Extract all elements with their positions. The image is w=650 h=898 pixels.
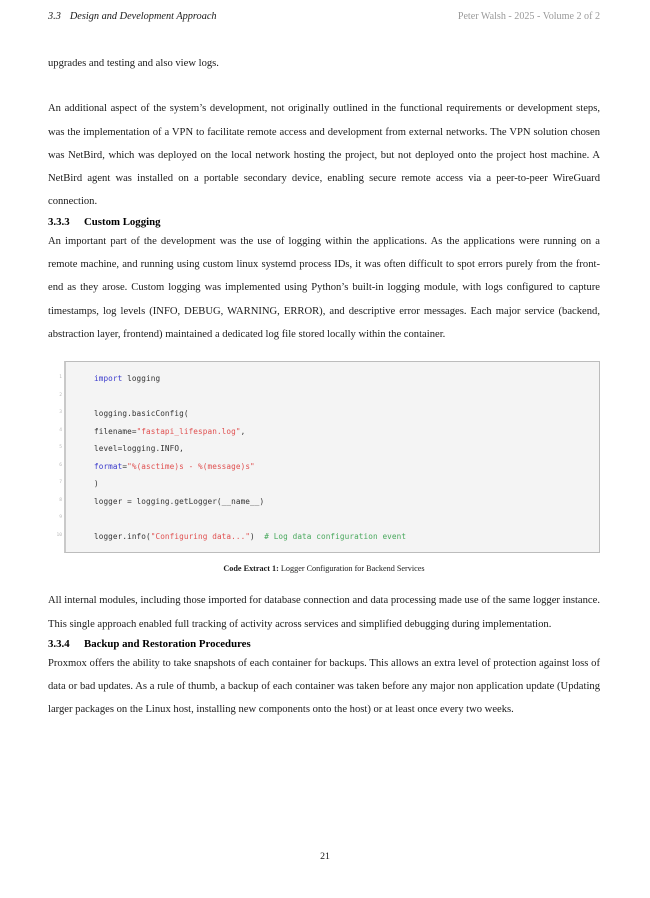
code-line-number: 10 <box>56 532 62 538</box>
code-line <box>66 423 599 441</box>
code-token: = <box>122 461 128 471</box>
code-block <box>64 361 600 553</box>
code-line <box>66 458 599 476</box>
code-line-number: 9 <box>59 515 62 521</box>
header-author-volume: Peter Walsh - 2025 - Volume 2 of 2 <box>457 11 600 22</box>
code-line-number: 5 <box>59 445 62 451</box>
code-token: "Configuring data..." <box>150 531 251 541</box>
code-caption <box>48 563 600 575</box>
code-line-number: 7 <box>59 480 62 486</box>
code-token: # Log data configuration event <box>264 531 407 541</box>
code-line-number: 1 <box>59 375 62 381</box>
code-line <box>66 475 599 493</box>
code-token: , <box>240 426 246 436</box>
paragraph-backup: Proxmox offers the ability to take snapshots of each container for backups. This allows an extra level of protection against loss of data or bad updates. As a rule of thumb, a backup of each container was taken before any major non application update (Updating larger packages on the Linux host, installing new components onto the host) or at least once every two weeks. <box>48 657 600 716</box>
code-token: ) <box>250 531 265 541</box>
code-line <box>66 510 599 528</box>
code-line <box>66 405 599 423</box>
code-token: import <box>94 374 123 384</box>
code-line <box>66 440 599 458</box>
code-token: logging <box>122 374 161 384</box>
code-token: "fastapi_lifespan.log" <box>136 426 241 436</box>
code-line-number: 6 <box>59 462 62 468</box>
code-line-number: 3 <box>59 410 62 416</box>
paragraph-logging: An important part of the development was the use of logging within the applications. As the applications were running on a remote machine, and running using custom linux systemd process IDs, it was often difficult to spot errors purely from the front-end as they arose. Custom logging was implemented using Python’s built-in logging module, with logs configured to capture timestamps, log levels (INFO, DEBUG, WARNING, ERROR), and descriptive error messages. Each major service (backend, abstraction layer, frontend) maintained a dedicated log file stored locally within the container. <box>48 235 600 340</box>
code-line <box>66 388 599 406</box>
header-section-number: 3.3 <box>48 11 61 22</box>
code-token: format <box>94 461 123 471</box>
caption-text: Logger Configuration for Backend Services <box>280 564 425 574</box>
header-section-title: Design and Development Approach <box>69 11 217 22</box>
page-number: 21 <box>320 851 330 862</box>
code-token: "%(asctime)s - %(message)s" <box>127 461 255 471</box>
code-token: ) <box>94 479 99 489</box>
code-line-number: 4 <box>59 427 62 433</box>
code-line-number: 2 <box>59 392 62 398</box>
header-section-label <box>48 11 217 22</box>
running-header <box>48 11 600 22</box>
code-line <box>66 493 599 511</box>
paragraph-continued: upgrades and testing and also view logs. <box>48 58 219 69</box>
paragraph-modules: All internal modules, including those imported for database connection and data processing made use of the same logger instance. This single approach enabled full tracking of activity across services and simplified debugging during implementation. <box>48 595 600 630</box>
heading-number-333: 3.3.3 <box>48 215 70 228</box>
heading-custom-logging <box>48 214 600 230</box>
code-token: logger = logging.getLogger(__name__) <box>94 496 265 506</box>
heading-title-334: Backup and Restoration Procedures <box>84 637 251 650</box>
code-listing <box>48 361 600 553</box>
page-content <box>48 52 600 722</box>
code-line-number: 8 <box>59 497 62 503</box>
code-token: level=logging.INFO, <box>94 444 184 454</box>
code-line <box>66 528 599 546</box>
heading-number-334: 3.3.4 <box>48 637 70 650</box>
code-line <box>66 370 599 388</box>
code-line-numbers <box>48 361 64 553</box>
caption-label: Code Extract 1: <box>223 564 279 574</box>
heading-title-333: Custom Logging <box>84 215 161 228</box>
heading-backup-restoration <box>48 636 600 652</box>
code-token: logging.basicConfig( <box>94 409 189 419</box>
code-token: logger.info( <box>94 531 151 541</box>
paragraph-vpn: An additional aspect of the system’s development, not originally outlined in the functional requirements or development steps, was the implementation of a VPN to facilitate remote access and development from external networks. The VPN solution chosen was NetBird, which was deployed on the local network hosting the project, but not deployed onto the project host machine. A NetBird agent was installed on a portable secondary device, enabling secure remote access via a peer-to-peer WireGuard connection. <box>48 103 600 208</box>
code-token: filename= <box>94 426 137 436</box>
